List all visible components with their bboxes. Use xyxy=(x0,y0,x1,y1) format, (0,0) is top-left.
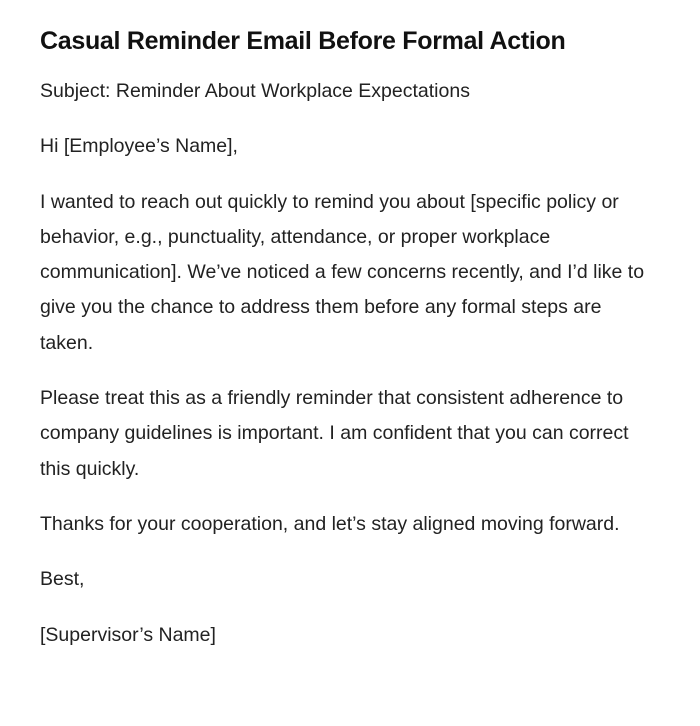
email-signoff: Best, xyxy=(40,568,85,591)
email-greeting: Hi [Employee’s Name], xyxy=(40,135,238,158)
email-subject: Subject: Reminder About Workplace Expectations xyxy=(40,80,470,102)
email-signature: [Supervisor’s Name] xyxy=(40,623,216,646)
document-title: Casual Reminder Email Before Formal Action xyxy=(40,27,566,55)
email-body-paragraph: Thanks for your cooperation, and let’s stay aligned moving forward. xyxy=(40,512,620,535)
email-body-paragraph: I wanted to reach out quickly to remind you about [specific policy or behavior, e.g., punctuality, attendance, or proper workplace communication]. We’ve noticed a few concerns recently, and I’d like to give you the chance to address them before any formal steps are taken. xyxy=(40,190,645,354)
email-body-paragraph: Please treat this as a friendly reminder that consistent adherence to company guidelines is important. I am confident that you can correct this quickly. xyxy=(40,387,629,480)
